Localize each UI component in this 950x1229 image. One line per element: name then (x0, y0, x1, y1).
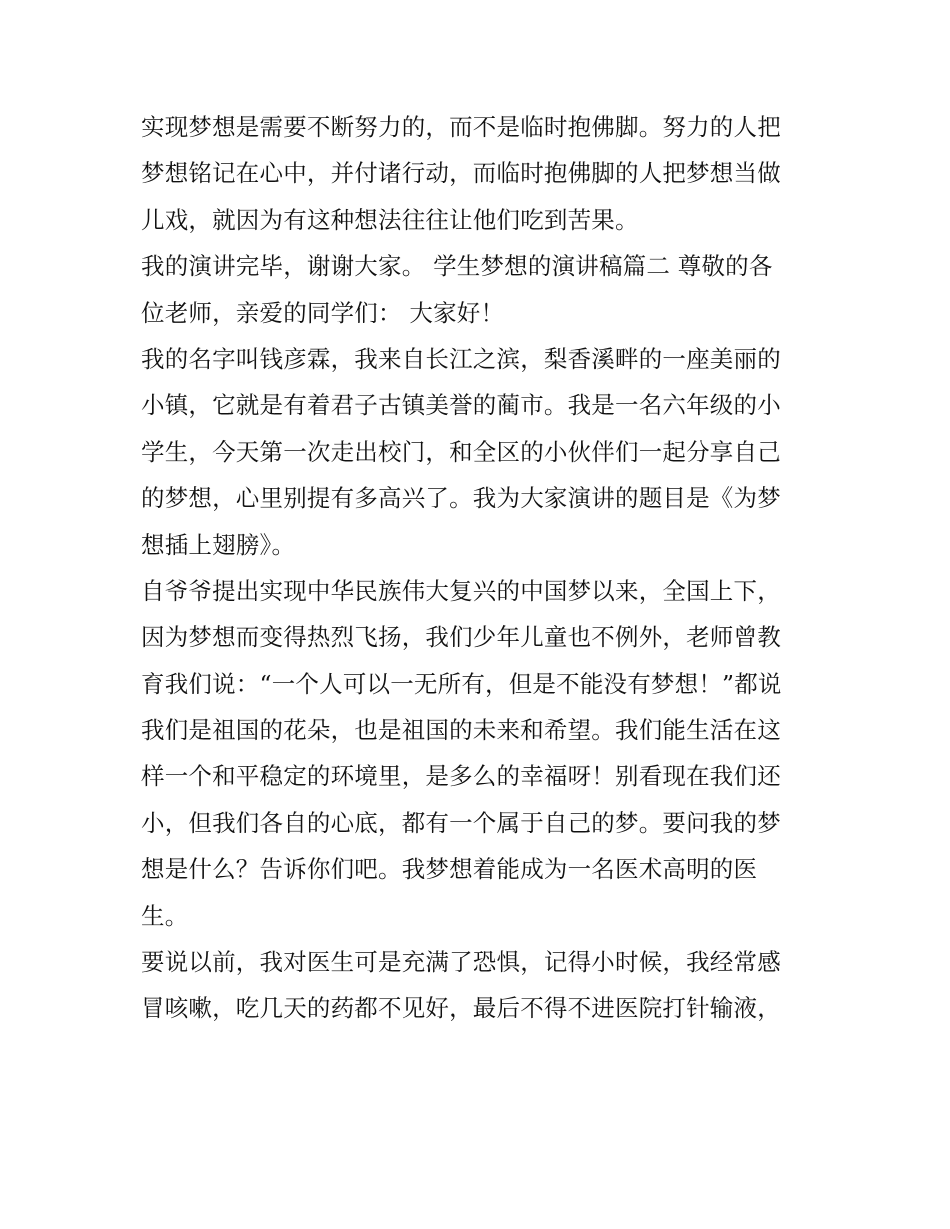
text-line: 自爷爷提出实现中华民族伟大复兴的中国梦以来，全国上下， (141, 576, 781, 605)
text-line: 梦想铭记在心中，并付诸行动，而临时抱佛脚的人把梦想当做 (141, 159, 781, 188)
text-line: 我们是祖国的花朵，也是祖国的未来和希望。我们能生活在这 (141, 716, 781, 745)
text-line: 要说以前，我对医生可是充满了恐惧，记得小时候，我经常感 (141, 948, 781, 977)
text-line: 我的名字叫钱彦霖，我来自长江之滨，梨香溪畔的一座美丽的 (141, 344, 781, 373)
text-line: 学生，今天第一次走出校门，和全区的小伙伴们一起分享自己 (141, 437, 781, 466)
paragraph-1 (141, 104, 821, 243)
text-line: 冒咳嗽，吃几天的药都不见好，最后不得不进医院打针输液， (141, 994, 781, 1023)
text-line: 小，但我们各自的心底，都有一个属于自己的梦。要问我的梦 (141, 808, 781, 837)
text-line: 育我们说：“一个人可以一无所有，但是不能没有梦想！”都说 (141, 669, 782, 698)
text-line: 我的演讲完毕，谢谢大家。 学生梦想的演讲稿篇二 尊敬的各 (141, 252, 773, 281)
text-line: 实现梦想是需要不断努力的，而不是临时抱佛脚。努力的人把 (141, 113, 781, 141)
document-body (141, 104, 821, 1032)
paragraph-3 (141, 336, 821, 568)
text-line: 想插上翅膀》。 (141, 530, 296, 559)
paragraph-4 (141, 568, 821, 939)
paragraph-2 (141, 243, 821, 336)
paragraph-5 (141, 939, 821, 1032)
text-line: 因为梦想而变得热烈飞扬，我们少年儿童也不例外，老师曾教 (141, 623, 781, 652)
text-line: 儿戏，就因为有这种想法往往让他们吃到苦果。 (141, 205, 639, 234)
text-line: 的梦想，心里别提有多高兴了。我为大家演讲的题目是《为梦 (141, 484, 781, 513)
text-line: 位老师，亲爱的同学们： 大家好！ (141, 298, 505, 327)
text-line: 想是什么？告诉你们吧。我梦想着能成为一名医术高明的医 (141, 855, 758, 884)
text-line: 样一个和平稳定的环境里，是多么的幸福呀！别看现在我们还 (141, 762, 781, 791)
text-line: 生。 (141, 901, 189, 930)
text-line: 小镇，它就是有着君子古镇美誉的蔺市。我是一名六年级的小 (141, 391, 781, 420)
